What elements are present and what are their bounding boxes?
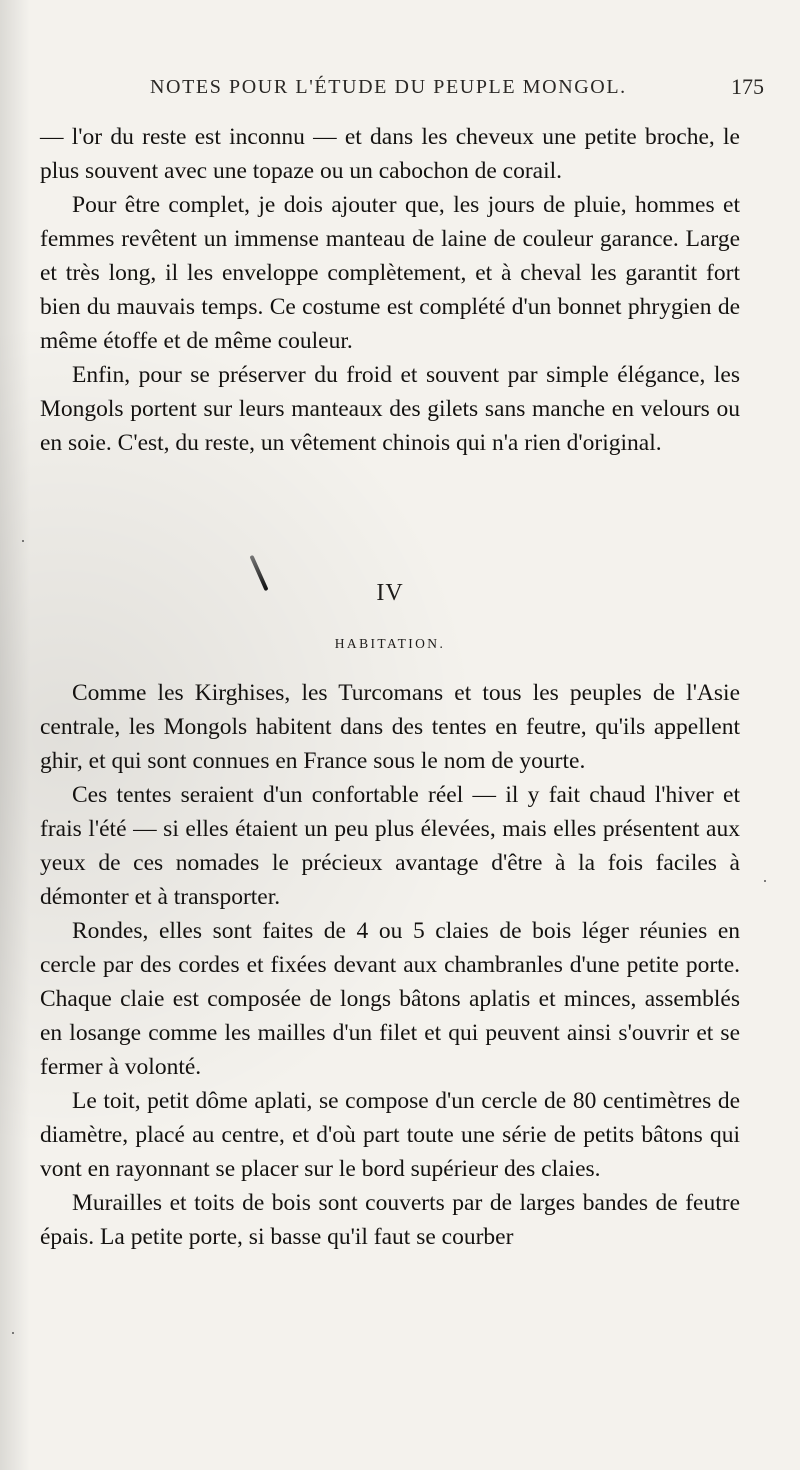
paragraph-tents-comfort: Ces tentes seraient d'un confortable réel — il y fait chaud l'hiver et frais l'été — si elles étaient un peu plus élevées, mais elles présentent aux yeux de ces nomades le précieux avantage d'être à la fois faciles à démonter et à transporter. — [40, 782, 740, 910]
paragraph-vests: Enfin, pour se préserver du froid et souvent par simple élégance, les Mongols portent sur leurs manteaux des gilets sans manche en velours ou en soie. C'est, du reste, un vêtement chinois qui n'a rien d'original. — [40, 362, 740, 456]
page-header — [40, 72, 770, 112]
paragraph-tents-structure: Rondes, elles sont faites de 4 ou 5 claies de bois léger réunies en cercle par des cordes et fixées devant aux chambranles d'une petite porte. Chaque claie est composée de longs bâtons aplatis et minces, assemblés en losange comme les mailles d'un filet et qui peuvent ainsi s'ouvrir et se fermer à volonté. — [40, 918, 740, 1080]
paragraph-walls-felt: Murailles et toits de bois sont couverts par de larges bandes de feutre épais. La petite porte, si basse qu'il faut se courber — [40, 1190, 740, 1250]
running-title: NOTES POUR L'ÉTUDE DU PEUPLE MONGOL. — [150, 76, 627, 98]
section-number: IV — [376, 580, 404, 606]
text-block-clothing — [40, 120, 740, 460]
section-title: HABITATION. — [334, 636, 446, 651]
paragraph-tents-intro: Comme les Kirghises, les Turcomans et tous les peuples de l'Asie centrale, les Mongols habitent dans des tentes en feutre, qu'ils appellent ghir, et qui sont connues en France sous le nom de yourte. — [40, 680, 740, 774]
paragraph-roof: Le toit, petit dôme aplati, se compose d'un cercle de 80 centimètres de diamètre, placé au centre, et d'où part toute une série de petits bâtons qui vont en rayonnant se placer sur le bord supérieur des claies. — [40, 1088, 740, 1182]
paper-speck — [12, 1332, 14, 1334]
page-number: 175 — [731, 74, 764, 99]
paragraph-continuation: — l'or du reste est inconnu — et dans les cheveux une petite broche, le plus souvent avec une topaze ou un cabochon de corail. — [40, 124, 740, 184]
paragraph-rain-cloak: Pour être complet, je dois ajouter que, les jours de pluie, hommes et femmes revêtent un immense manteau de laine de couleur garance. Large et très long, il les enveloppe complètement, et à cheval les garantit fort bien du mauvais temps. Ce costume est complété d'un bonnet phrygien de même étoffe et de même couleur. — [40, 192, 740, 354]
paper-speck — [764, 880, 766, 882]
text-block-habitation — [40, 676, 740, 1254]
paper-speck — [22, 540, 24, 542]
